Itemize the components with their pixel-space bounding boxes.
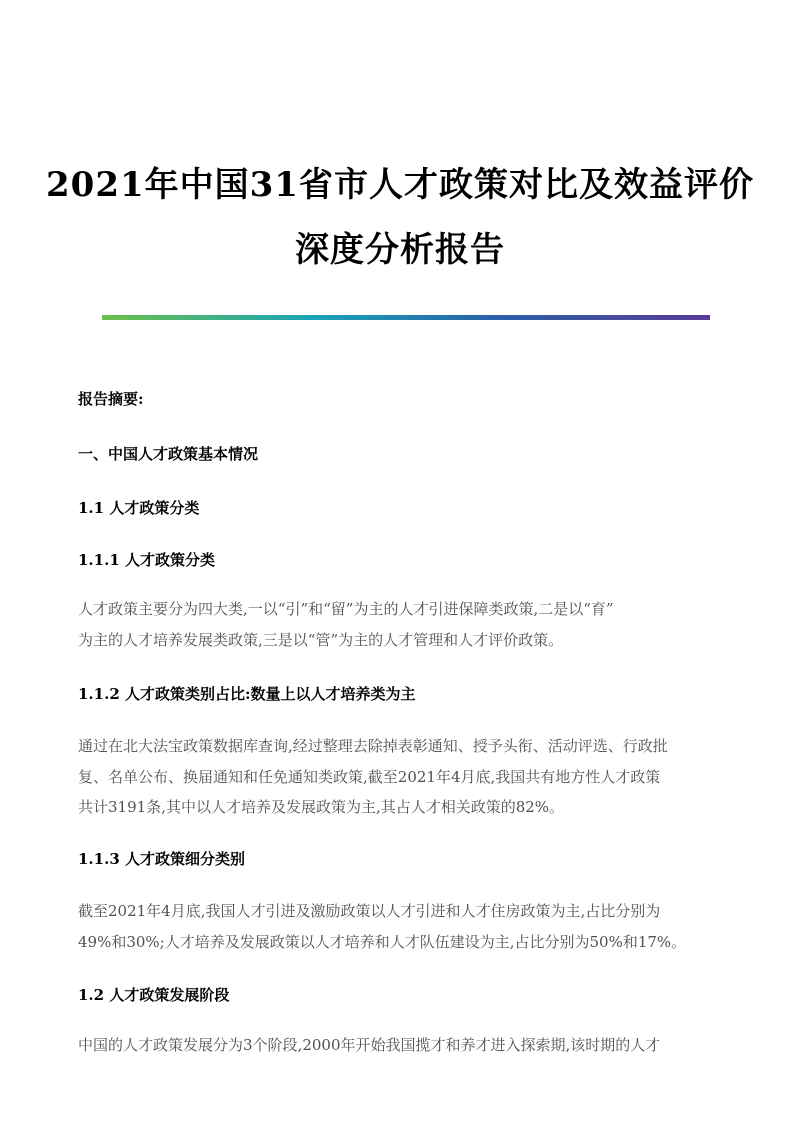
document-title-line-2: 深度分析报告 bbox=[295, 230, 505, 270]
paragraph-line: 共计3191条,其中以人才培养及发展政策为主,其占人才相关政策的82%。 bbox=[78, 798, 565, 816]
paragraph-policy-stages bbox=[78, 1030, 722, 1061]
paragraph-line: 中国的人才政策发展分为3个阶段,2000年开始我国揽才和养才进入探索期,该时期的人才 bbox=[78, 1036, 661, 1054]
gradient-divider bbox=[102, 315, 710, 320]
paragraph-line: 通过在北大法宝政策数据库查询,经过整理去除掉表彰通知、授予头衔、活动评选、行政批 bbox=[78, 737, 668, 755]
paragraph-line: 49%和30%;人才培养及发展政策以人才培养和人才队伍建设为主,占比分别为50%和17%。 bbox=[78, 932, 687, 951]
section-heading-1-1-1: 1.1.1 人才政策分类 bbox=[78, 551, 215, 569]
document-title-line-1: 2021年中国31省市人才政策对比及效益评价 bbox=[46, 165, 754, 205]
section-heading-1: 一、中国人才政策基本情况 bbox=[78, 445, 259, 463]
section-heading-1-1-2: 1.1.2 人才政策类别占比:数量上以人才培养类为主 bbox=[78, 685, 416, 703]
paragraph-policy-types bbox=[78, 594, 722, 655]
paragraph-policy-subcategories bbox=[78, 896, 722, 957]
paragraph-line: 截至2021年4月底,我国人才引进及激励政策以人才引进和人才住房政策为主,占比分别为 bbox=[78, 902, 661, 920]
section-heading-1-1-3: 1.1.3 人才政策细分类别 bbox=[78, 850, 245, 868]
paragraph-policy-share bbox=[78, 731, 722, 823]
abstract-label: 报告摘要: bbox=[78, 390, 144, 408]
section-heading-1-1: 1.1 人才政策分类 bbox=[78, 499, 200, 517]
section-heading-1-2: 1.2 人才政策发展阶段 bbox=[78, 986, 230, 1004]
paragraph-line: 人才政策主要分为四大类,一以“引”和“留”为主的人才引进保障类政策,二是以“育” bbox=[78, 600, 614, 618]
paragraph-line: 为主的人才培养发展类政策,三是以“管”为主的人才管理和人才评价政策。 bbox=[78, 630, 564, 649]
paragraph-line: 复、名单公布、换届通知和任免通知类政策,截至2021年4月底,我国共有地方性人才政策 bbox=[78, 767, 661, 786]
